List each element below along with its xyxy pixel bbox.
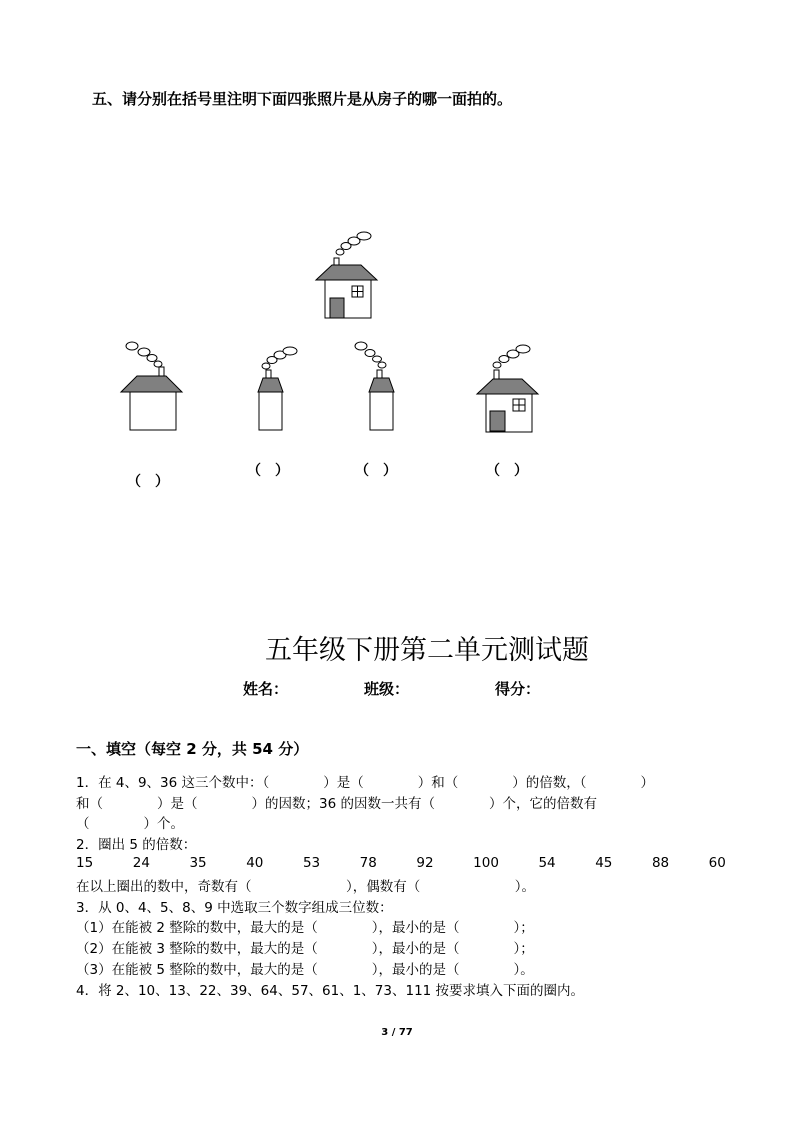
fill-line-10: 4．将 2、10、13、22、39、64、57、61、1、73、111 按要求填入下面的圈内。 xyxy=(76,983,585,999)
fill-line-8: （2）在能被 3 整除的数中，最大的是（ ），最小的是（ ）； xyxy=(76,941,534,957)
number-list xyxy=(76,855,726,871)
fill-line-5: 在以上圈出的数中，奇数有（ ），偶数有（ ）。 xyxy=(76,879,535,895)
number-item[interactable]: 60 xyxy=(708,855,726,871)
number-item[interactable]: 92 xyxy=(416,855,434,871)
house-main xyxy=(316,232,377,318)
answer-bracket-3[interactable]: （ ） xyxy=(355,463,397,479)
score-label: 得分： xyxy=(495,680,541,698)
number-item[interactable]: 35 xyxy=(189,855,207,871)
number-item[interactable]: 40 xyxy=(246,855,264,871)
fill-line-9: （3）在能被 5 整除的数中，最大的是（ ），最小的是（ ）。 xyxy=(76,962,534,978)
number-item[interactable]: 45 xyxy=(595,855,613,871)
number-item[interactable]: 78 xyxy=(359,855,377,871)
number-item[interactable]: 15 xyxy=(76,855,94,871)
photo-2-house-side xyxy=(258,347,297,430)
number-item[interactable]: 53 xyxy=(302,855,321,871)
fill-line-2: 和（ ）是（ ）的因数；36 的因数一共有（ ）个，它的倍数有 xyxy=(76,796,597,812)
fill-line-7: （1）在能被 2 整除的数中，最大的是（ ），最小的是（ ）； xyxy=(76,920,534,936)
answer-bracket-1[interactable]: （ ） xyxy=(127,474,169,490)
test-title: 五年级下册第二单元测试题 xyxy=(265,635,589,666)
answer-bracket-4[interactable]: （ ） xyxy=(486,463,528,479)
section-1-heading: 一、填空（每空 2 分，共 54 分） xyxy=(76,740,309,758)
photo-3-house-side xyxy=(355,342,394,430)
page-number: 3 / 77 xyxy=(381,1027,413,1038)
fill-line-3: （ ）个。 xyxy=(76,816,184,832)
class-label: 班级： xyxy=(364,680,410,698)
photo-4-house-front xyxy=(477,345,538,432)
number-item[interactable]: 100 xyxy=(473,855,499,871)
number-item[interactable]: 54 xyxy=(538,855,556,871)
question-5-title: 五、请分别在括号里注明下面四张照片是从房子的哪一面拍的。 xyxy=(92,90,513,108)
fill-line-4: 2．圈出 5 的倍数： xyxy=(76,837,197,853)
fill-line-1: 1．在 4、9、36 这三个数中：（ ）是（ ）和（ ）的倍数，（ ） xyxy=(76,775,655,791)
name-label: 姓名： xyxy=(243,680,289,698)
fill-line-6: 3．从 0、4、5、8、9 中选取三个数字组成三位数： xyxy=(76,900,393,916)
number-item[interactable]: 24 xyxy=(132,855,150,871)
number-item[interactable]: 88 xyxy=(651,855,670,871)
answer-bracket-2[interactable]: （ ） xyxy=(247,463,289,479)
photo-1-house-back xyxy=(121,342,182,430)
